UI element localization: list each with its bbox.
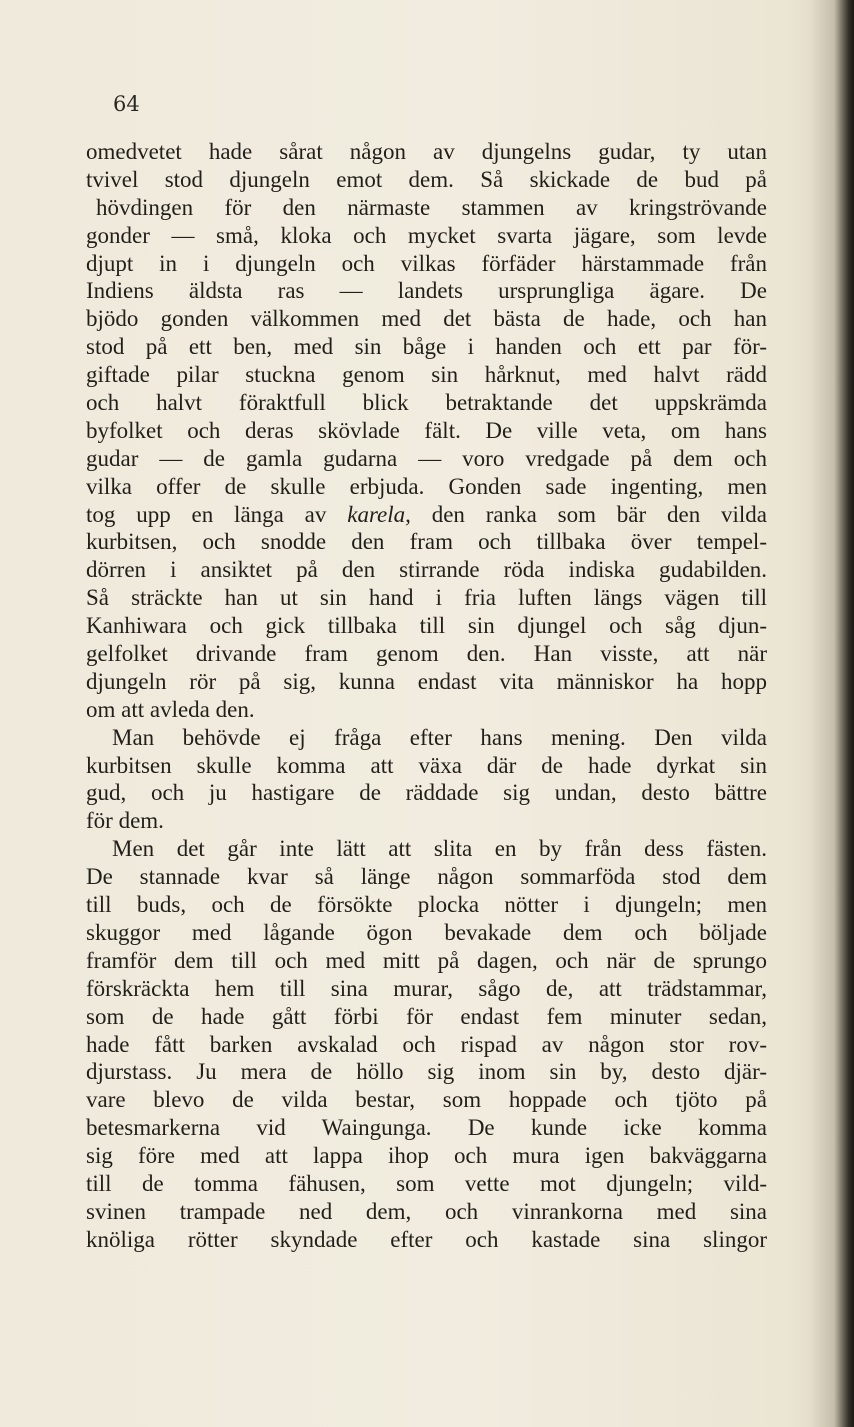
text-line: gelfolket drivande fram genom den. Han visste, att när	[86, 641, 767, 667]
text-line: hade fått barken avskalad och rispad av någon stor rov-	[86, 1031, 767, 1057]
text-line: djungeln rör på sig, kunna endast vita människor ha hopp	[86, 668, 767, 694]
italic-term: karela,	[347, 501, 411, 527]
body-text	[86, 138, 767, 1254]
text-line-with-italic	[86, 501, 767, 529]
text-line: djurstass. Ju mera de höllo sig inom sin by, desto djär-	[86, 1059, 767, 1085]
text-line: Indiens äldsta ras — landets ursprungliga ägare. De	[86, 278, 767, 304]
text-line: tvivel stod djungeln emot dem. Så skickade de bud på	[86, 166, 767, 192]
text-line: kurbitsen, och snodde den fram och tillbaka över tempel-	[86, 529, 767, 555]
text-line: giftade pilar stuckna genom sin hårknut, med halvt rädd	[86, 362, 767, 388]
text-line: sig före med att lappa ihop och mura igen bakväggarna	[86, 1143, 767, 1169]
text-line: för dem.	[86, 808, 164, 834]
text-line: till de tomma fähusen, som vette mot djungeln; vild-	[86, 1170, 767, 1196]
text-line: vilka offer de skulle erbjuda. Gonden sade ingenting, men	[86, 473, 767, 499]
text-line: djupt in i djungeln och vilkas förfäder härstammade från	[86, 250, 767, 276]
text-line: stod på ett ben, med sin båge i handen och ett par för-	[86, 334, 767, 360]
text-line: om att avleda den.	[86, 696, 255, 722]
text-line: De stannade kvar så länge någon sommarföda stod dem	[86, 864, 767, 890]
text-line: Kanhiwara och gick tillbaka till sin djungel och såg djun-	[86, 613, 767, 639]
text-line: byfolket och deras skövlade fält. De ville veta, om hans	[86, 417, 767, 443]
text-line: Men det går inte lätt att slita en by från dess fästen.	[112, 836, 767, 862]
text-line: bjödo gonden välkommen med det bästa de hade, och han	[86, 306, 767, 332]
text-line: som de hade gått förbi för endast fem minuter sedan,	[86, 1003, 767, 1029]
text-line: skuggor med lågande ögon bevakade dem och böljade	[86, 919, 767, 945]
text-line: gonder — små, kloka och mycket svarta jägare, som levde	[86, 222, 767, 248]
text-line: vare blevo de vilda bestar, som hoppade och tjöto på	[86, 1087, 767, 1113]
text-line: knöliga rötter skyndade efter och kastade sina slingor	[86, 1226, 767, 1252]
text-line: betesmarkerna vid Waingunga. De kunde icke komma	[86, 1115, 767, 1141]
text-line: hövdingen för den närmaste stammen av kringströvande	[96, 194, 767, 220]
text-line: kurbitsen skulle komma att växa där de hade dyrkat sin	[86, 752, 767, 778]
text-line: Så sträckte han ut sin hand i fria luften längs vägen till	[86, 585, 767, 611]
text-line: Man behövde ej fråga efter hans mening. Den vilda	[112, 724, 767, 750]
page-number: 64	[113, 92, 140, 116]
text-line: gudar — de gamla gudarna — voro vredgade på dem och	[86, 445, 767, 471]
text-line: och halvt föraktfull blick betraktande det uppskrämda	[86, 390, 767, 416]
text-line: dörren i ansiktet på den stirrande röda indiska gudabilden.	[86, 557, 767, 583]
binding-shadow	[810, 0, 854, 1427]
text-line: gud, och ju hastigare de räddade sig undan, desto bättre	[86, 780, 767, 806]
text-line: svinen trampade ned dem, och vinrankorna med sina	[86, 1198, 767, 1224]
text-line: till buds, och de försökte plocka nötter i djungeln; men	[86, 892, 767, 918]
text-segment: den ranka som bär den vilda	[431, 501, 768, 527]
text-line: framför dem till och med mitt på dagen, och när de sprungo	[86, 947, 767, 973]
text-line: förskräckta hem till sina murar, sågo de, att trädstammar,	[86, 975, 767, 1001]
text-line: omedvetet hade sårat någon av djungelns gudar, ty utan	[86, 139, 767, 164]
text-segment: tog upp en länga av	[86, 501, 327, 527]
